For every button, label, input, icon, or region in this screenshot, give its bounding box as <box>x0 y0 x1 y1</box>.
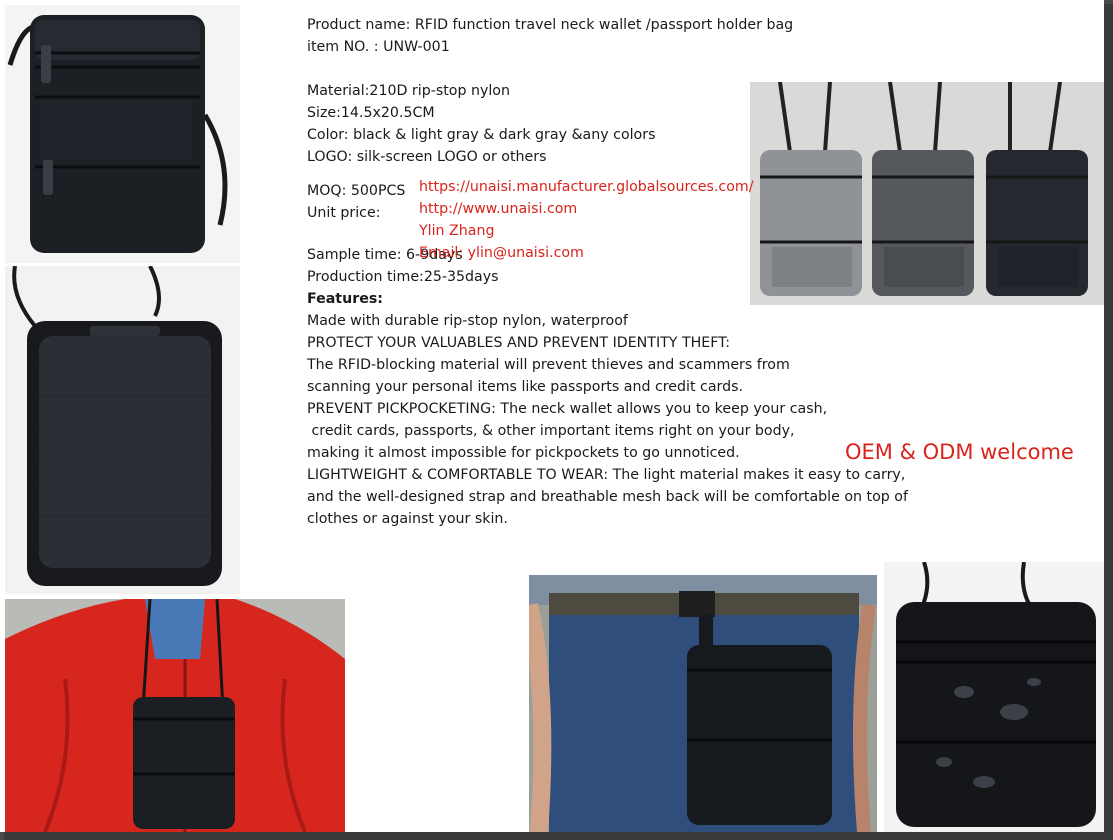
size-line: Size:14.5x20.5CM <box>307 105 435 121</box>
contact-block <box>419 176 754 264</box>
color-line: Color: black & light gray & dark gray &any colors <box>307 127 656 143</box>
feature-line: Made with durable rip-stop nylon, waterproof <box>307 313 628 329</box>
red-jacket-photo <box>5 599 345 832</box>
logo-line: LOGO: silk-screen LOGO or others <box>307 149 547 165</box>
wallet-front-photo <box>5 5 240 263</box>
item-number-line: item NO. : UNW-001 <box>307 39 450 55</box>
website-link[interactable]: http://www.unaisi.com <box>419 201 578 217</box>
feature-line: PROTECT YOUR VALUABLES AND PREVENT IDENTITY THEFT: <box>307 335 731 351</box>
page-shadow-right <box>1104 4 1113 840</box>
feature-line: scanning your personal items like passports and credit cards. <box>307 379 744 395</box>
features-heading: Features: <box>307 291 383 307</box>
page-shadow-bottom <box>4 832 1113 840</box>
material-line: Material:210D rip-stop nylon <box>307 83 510 99</box>
contact-name: Ylin Zhang <box>419 223 495 239</box>
feature-line: LIGHTWEIGHT & COMFORTABLE TO WEAR: The light material makes it easy to carry, <box>307 467 906 483</box>
waterproof-photo <box>884 562 1104 832</box>
feature-line: making it almost impossible for pickpockets to go unnoticed. <box>307 445 740 461</box>
product-name-line: Product name: RFID function travel neck wallet /passport holder bag <box>307 17 794 33</box>
feature-line: credit cards, passports, & other important items right on your body, <box>307 423 795 439</box>
production-time-line: Production time:25-35days <box>307 269 499 285</box>
globalsources-link[interactable]: https://unaisi.manufacturer.globalsources.com/ <box>419 179 754 195</box>
feature-line: The RFID-blocking material will prevent thieves and scammers from <box>307 357 790 373</box>
feature-line: clothes or against your skin. <box>307 511 508 527</box>
unit-price-line: Unit price: <box>307 205 381 221</box>
features-list <box>307 310 947 530</box>
feature-line: and the well-designed strap and breathable mesh back will be comfortable on top of <box>307 489 908 505</box>
jeans-belt-photo <box>529 575 877 832</box>
contact-email[interactable]: Email: ylin@unaisi.com <box>419 245 584 261</box>
moq-line: MOQ: 500PCS <box>307 183 406 199</box>
oem-odm-banner: OEM & ODM welcome <box>845 440 1074 464</box>
wallet-back-photo <box>5 266 240 594</box>
sample-time-line: Sample time: 6-9days <box>307 247 463 263</box>
feature-line: PREVENT PICKPOCKETING: The neck wallet allows you to keep your cash, <box>307 401 828 417</box>
